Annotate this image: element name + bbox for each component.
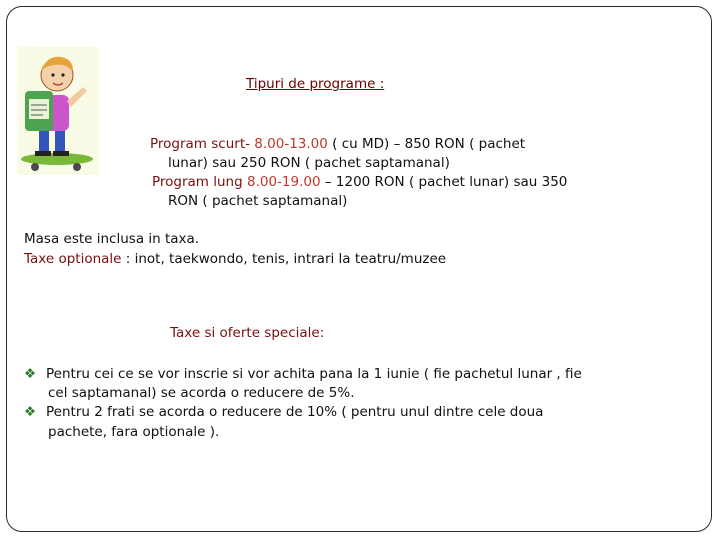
offer-item-siblings: [24, 404, 543, 420]
program-short-price: ( cu MD) – 850 RON ( pachet: [327, 136, 526, 152]
program-short-label: Program scurt-: [150, 136, 250, 152]
program-long-hours: 8.00-19.00: [246, 174, 321, 190]
page-title: Tipuri de programe :: [246, 76, 385, 92]
student-skateboard-illustration: [17, 47, 99, 175]
program-short-line2: lunar) sau 250 RON ( pachet saptamanal): [168, 155, 450, 171]
offer-early-line2: cel saptamanal) se acorda o reducere de 5%.: [48, 385, 355, 401]
meal-note: Masa este inclusa in taxa.: [24, 231, 200, 247]
program-long-line2: RON ( pachet saptamanal): [168, 193, 348, 209]
optional-fees-label: Taxe optionale: [24, 251, 122, 267]
program-long-label: Program lung: [152, 174, 243, 190]
student-clipart-icon: [17, 47, 99, 175]
program-short-line1: [150, 136, 525, 152]
program-long-price: – 1200 RON ( pachet lunar) sau 350: [320, 174, 568, 190]
offer-early-line1: Pentru cei ce se vor inscrie si vor achita pana la 1 iunie ( fie pachetul lunar , fie: [46, 366, 582, 382]
program-long-line1: [152, 174, 567, 190]
optional-fees-list: : inot, taekwondo, tenis, intrari la teatru/muzee: [121, 251, 447, 267]
optional-fees: [24, 251, 446, 267]
offer-item-early-signup: [24, 366, 582, 382]
offer-siblings-line1: Pentru 2 frati se acorda o reducere de 10% ( pentru unul dintre cele doua: [46, 404, 544, 420]
diamond-bullet-icon: ❖: [24, 366, 37, 382]
special-offers-heading: Taxe si oferte speciale:: [170, 325, 325, 341]
diamond-bullet-icon: ❖: [24, 404, 37, 420]
program-short-hours: 8.00-13.00: [254, 136, 328, 152]
offer-siblings-line2: pachete, fara optionale ).: [48, 424, 220, 440]
